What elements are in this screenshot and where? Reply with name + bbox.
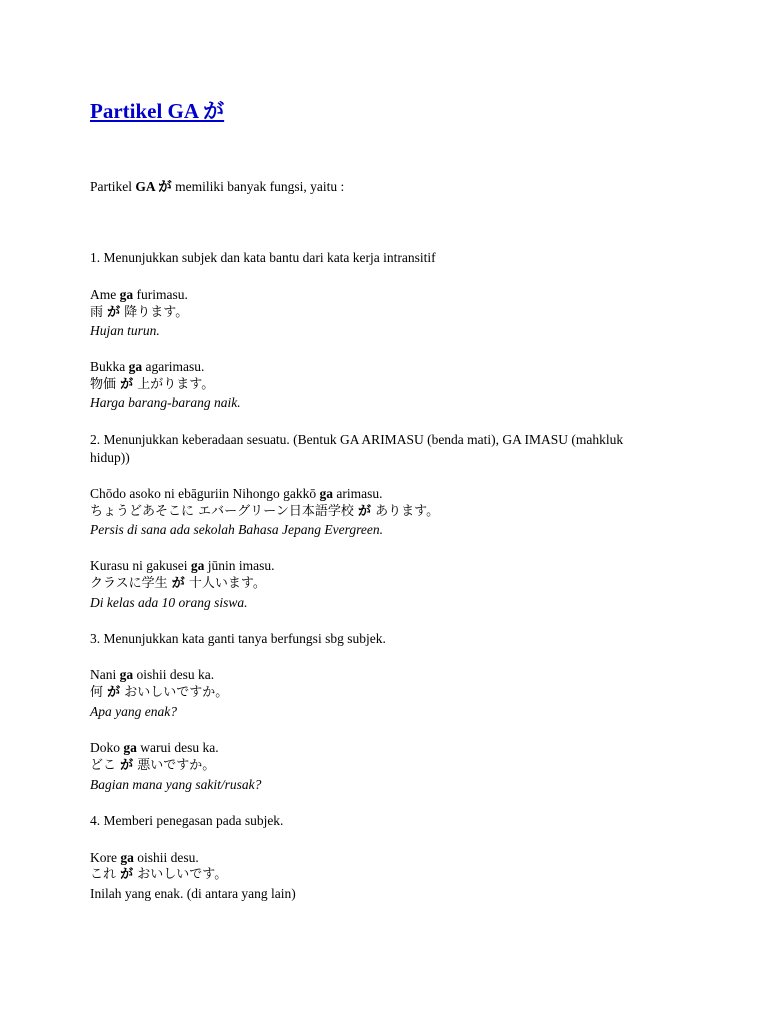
romaji-line: Kurasu ni gakusei ga jūnin imasu.	[90, 558, 275, 573]
translation-line: Harga barang-barang naik.	[90, 395, 241, 410]
intro-text: Partikel	[90, 179, 136, 194]
section-heading: 1. Menunjukkan subjek dan kata bantu dari kata kerja intransitif	[90, 250, 436, 265]
translation-line: Bagian mana yang sakit/rusak?	[90, 777, 262, 792]
translation-line: Apa yang enak?	[90, 704, 177, 719]
japanese-line: 物価 が 上がります。	[90, 377, 215, 392]
section-heading: 4. Memberi penegasan pada subjek.	[90, 813, 284, 828]
section-heading: 2. Menunjukkan keberadaan sesuatu. (Bentuk GA ARIMASU (benda mati), GA IMASU (mahkluk hidup))	[90, 432, 624, 465]
japanese-line: 雨 が 降ります。	[90, 305, 189, 320]
japanese-line: どこ が 悪いですか。	[90, 758, 216, 773]
translation-line: Hujan turun.	[90, 323, 160, 338]
intro-paragraph	[90, 178, 344, 196]
japanese-line: クラスに学生 が 十人います。	[90, 576, 266, 591]
japanese-line: これ が おいしいです。	[90, 867, 228, 882]
romaji-line: Chōdo asoko ni ebāguriin Nihongo gakkō ga arimasu.	[90, 486, 383, 501]
japanese-line: 何 が おいしいですか。	[90, 685, 229, 700]
translation-line: Inilah yang enak. (di antara yang lain)	[90, 886, 296, 901]
romaji-line: Kore ga oishii desu.	[90, 850, 199, 865]
romaji-line: Bukka ga agarimasu.	[90, 359, 205, 374]
intro-text-end: memiliki banyak fungsi, yaitu :	[171, 179, 345, 194]
romaji-line: Doko ga warui desu ka.	[90, 740, 219, 755]
intro-bold: GA が	[135, 179, 172, 194]
page-title[interactable]: Partikel GA が	[90, 99, 225, 123]
translation-line: Di kelas ada 10 orang siswa.	[90, 595, 248, 610]
romaji-line: Ame ga furimasu.	[90, 287, 188, 302]
section-heading: 3. Menunjukkan kata ganti tanya berfungsi sbg subjek.	[90, 631, 386, 646]
translation-line: Persis di sana ada sekolah Bahasa Jepang Evergreen.	[90, 522, 383, 537]
romaji-line: Nani ga oishii desu ka.	[90, 667, 215, 682]
japanese-line: ちょうどあそこに エバーグリーン日本語学校 が あります。	[90, 504, 440, 519]
